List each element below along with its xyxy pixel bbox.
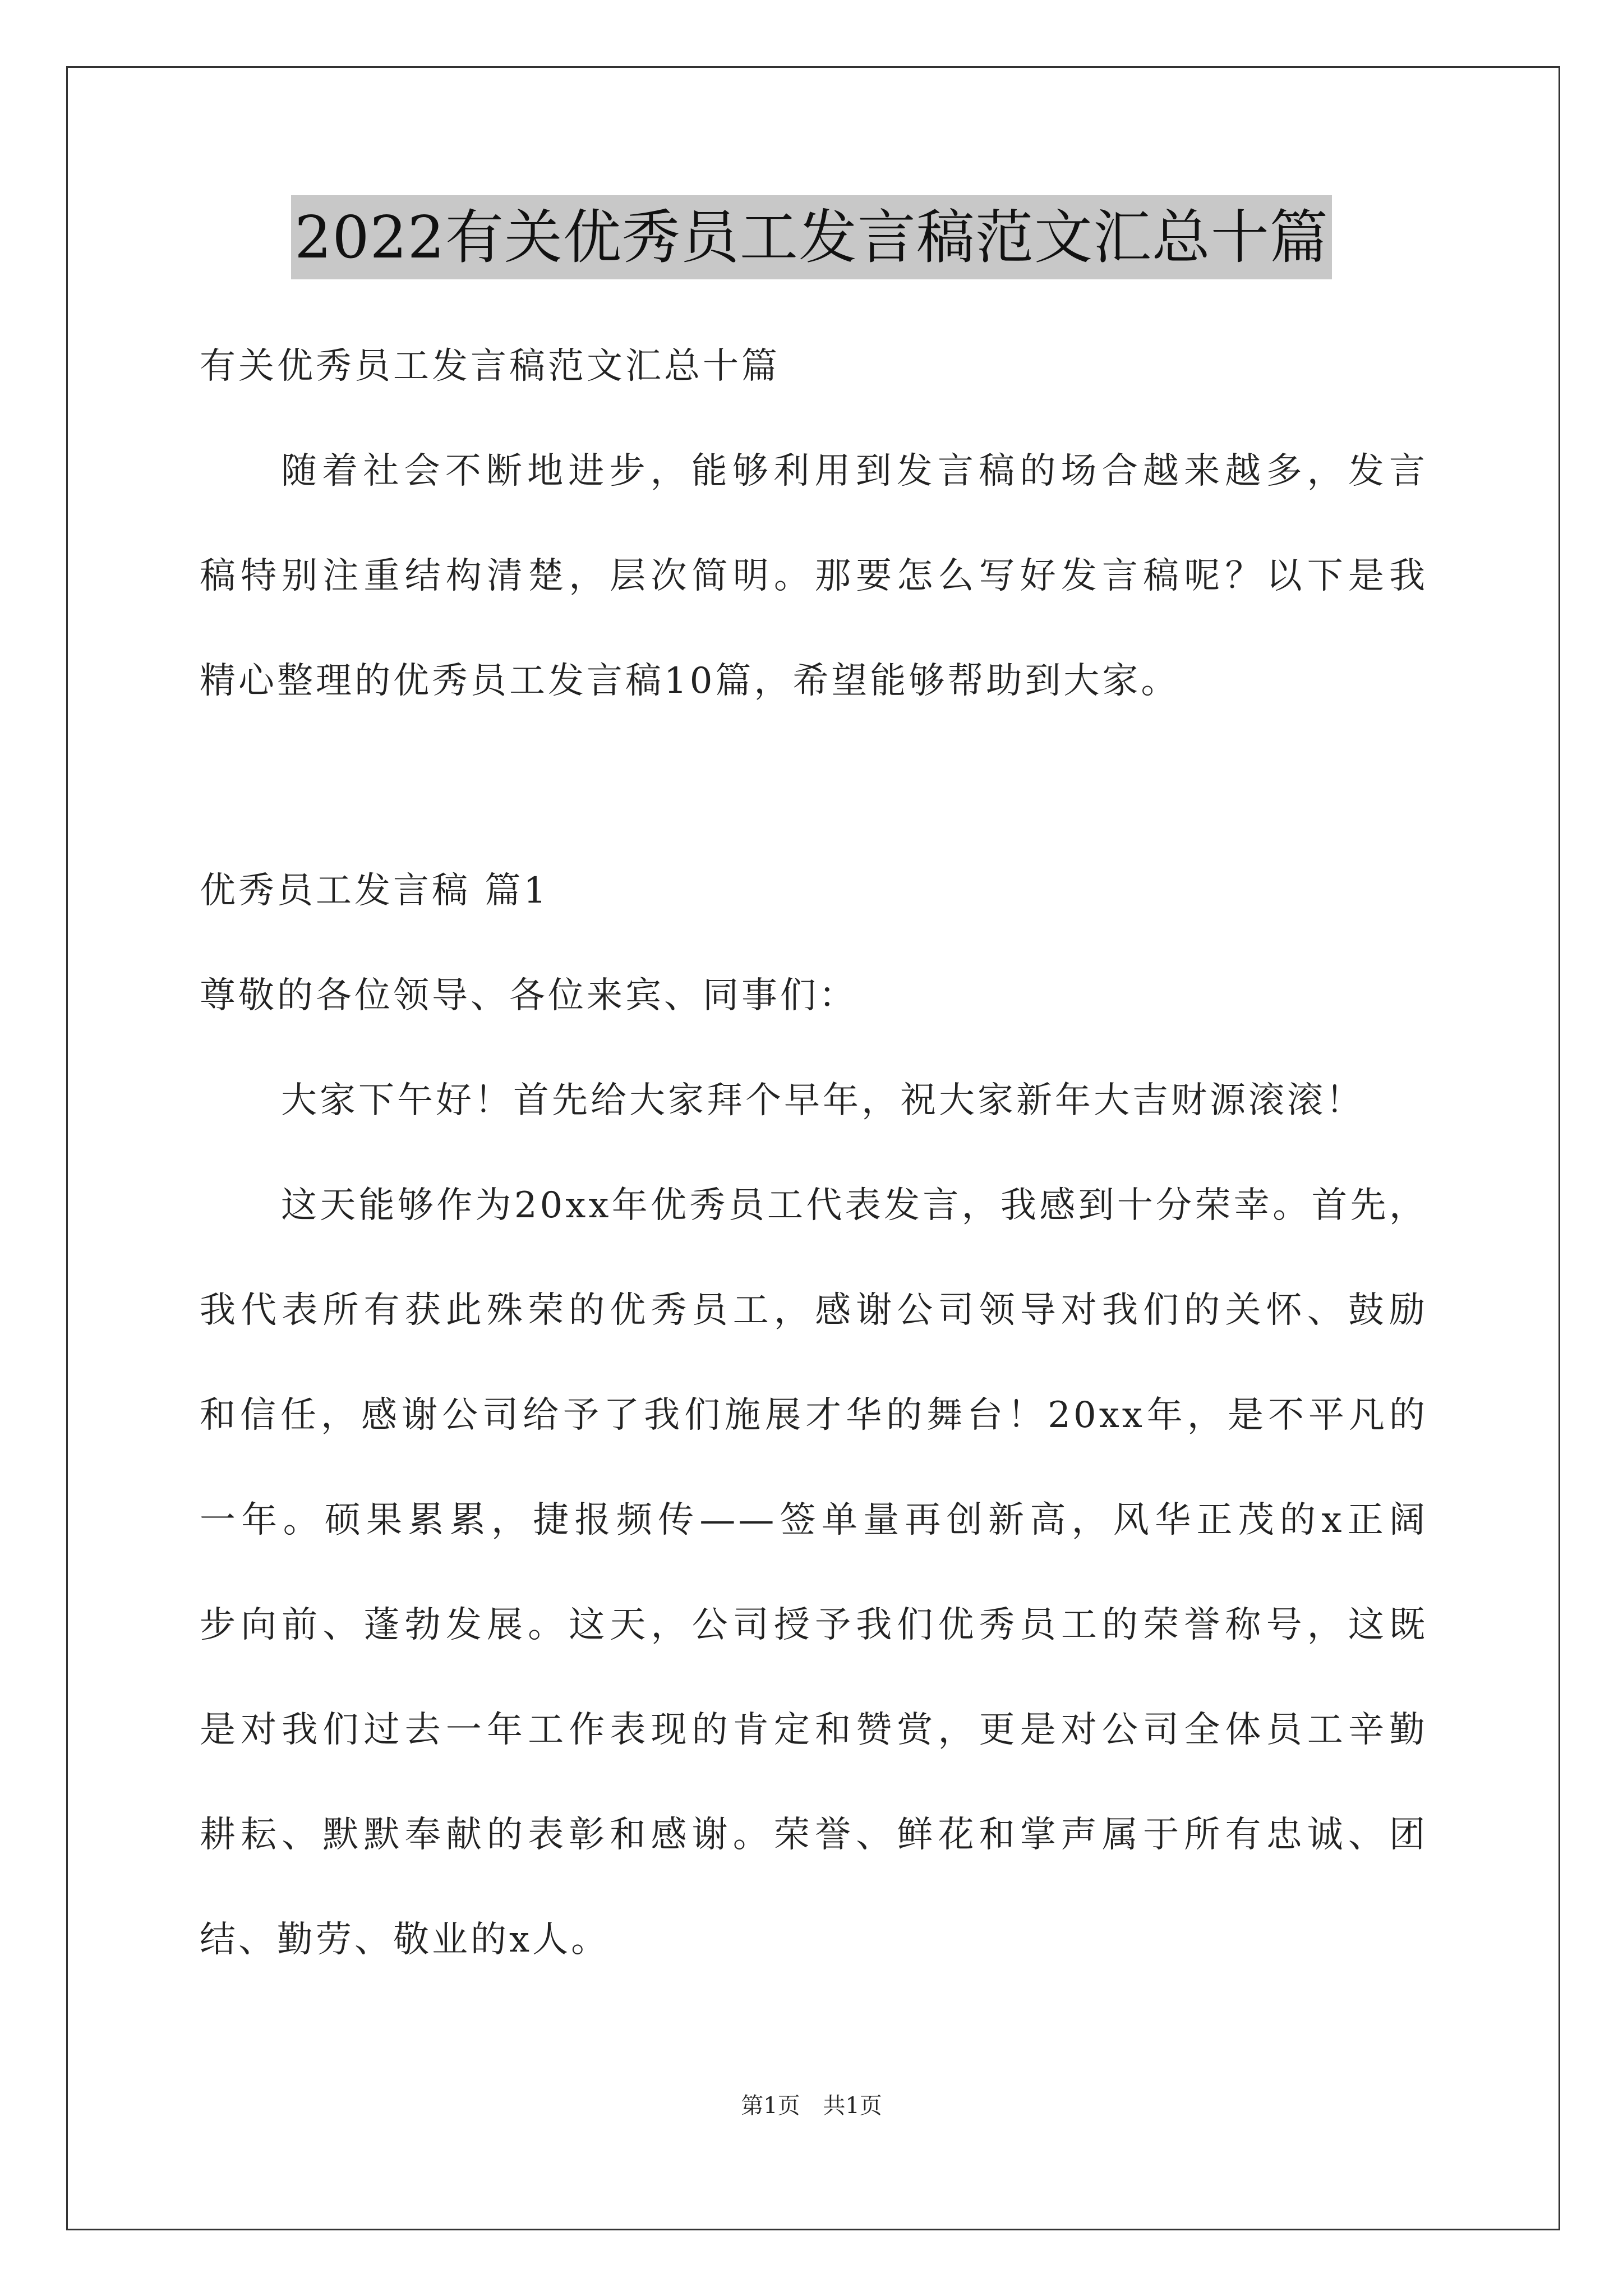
- greeting: 大家下午好！首先给大家拜个早年，祝大家新年大吉财源滚滚！: [281, 1080, 1364, 1121]
- body-line: 步向前、蓬勃发展。这天，公司授予我们优秀员工的荣誉称号，这既: [200, 1604, 1428, 1646]
- page-number-total: 共1页: [823, 2093, 882, 2119]
- intro-line: 随着社会不断地进步，能够利用到发言稿的场合越来越多，发言: [281, 450, 1428, 492]
- document-title: 2022有关优秀员工发言稿范文汇总十篇: [291, 195, 1332, 279]
- body-line: 这天能够作为20xx年优秀员工代表发言，我感到十分荣幸。首先，: [281, 1185, 1428, 1226]
- body-line: 耕耘、默默奉献的表彰和感谢。荣誉、鲜花和掌声属于所有忠诚、团: [200, 1814, 1428, 1856]
- subtitle: 有关优秀员工发言稿范文汇总十篇: [200, 346, 780, 387]
- body-line: 结、勤劳、敬业的x人。: [200, 1919, 610, 1961]
- section-heading: 优秀员工发言稿 篇1: [200, 870, 550, 912]
- body-line: 和信任，感谢公司给予了我们施展才华的舞台！20xx年，是不平凡的: [200, 1395, 1428, 1436]
- intro-line: 精心整理的优秀员工发言稿10篇，希望能够帮助到大家。: [200, 660, 1180, 702]
- page-footer: [0, 2088, 1623, 2120]
- document-body: [200, 314, 1428, 1993]
- salutation: 尊敬的各位领导、各位来宾、同事们：: [200, 975, 857, 1016]
- body-line: 是对我们过去一年工作表现的肯定和赞赏，更是对公司全体员工辛勤: [200, 1709, 1428, 1751]
- paragraph-gap: [200, 734, 1428, 839]
- title-wrap: [0, 195, 1623, 279]
- intro-line: 稿特别注重结构清楚，层次简明。那要怎么写好发言稿呢？以下是我: [200, 555, 1428, 597]
- page-number-current: 第1页: [741, 2093, 800, 2119]
- body-line: 我代表所有获此殊荣的优秀员工，感谢公司领导对我们的关怀、鼓励: [200, 1290, 1428, 1331]
- body-line: 一年。硕果累累，捷报频传——签单量再创新高，风华正茂的x正阔: [200, 1499, 1428, 1541]
